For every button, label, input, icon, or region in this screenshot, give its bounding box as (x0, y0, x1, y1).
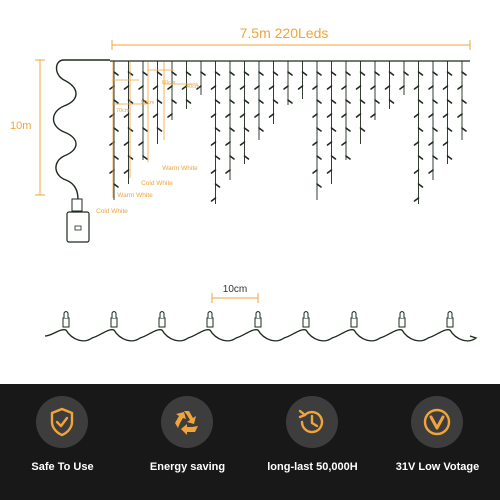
led-bulb (125, 86, 129, 89)
led-bulb (158, 72, 162, 75)
spacing-label: 10cm (222, 284, 248, 295)
led-bulb (448, 72, 452, 75)
led-bulb (390, 100, 394, 103)
drop-dimension (35, 60, 45, 195)
led-bulb (313, 142, 317, 145)
led-bulb (433, 72, 437, 75)
led-bulb (259, 128, 263, 131)
led-bulb (328, 170, 332, 173)
led-bulb (462, 100, 466, 103)
led-bulb (415, 86, 419, 89)
led-bulb (245, 72, 249, 75)
led-bulb (429, 170, 433, 173)
clock-refresh-icon (286, 396, 338, 448)
led-bulb (375, 100, 379, 103)
led-bulb (216, 156, 220, 159)
length-label: 7.5m 220Leds (239, 25, 329, 41)
led-bulb (284, 86, 288, 89)
led-bulb (313, 86, 317, 89)
led-bulb (458, 114, 462, 117)
led-bulb (415, 142, 419, 145)
led-bulb (404, 72, 408, 75)
led-bulb (448, 128, 452, 131)
led-bulb (255, 312, 261, 328)
led-bulb (342, 86, 346, 89)
strand-guides (112, 62, 198, 198)
led-bulb (168, 114, 172, 117)
icicle-strand (386, 61, 394, 109)
led-bulb (111, 312, 117, 328)
icicle-strand (400, 61, 408, 95)
feature-safe (0, 384, 125, 500)
led-bulb (462, 128, 466, 131)
length-dimension (112, 40, 470, 50)
feature-label: long-last 50,000H (267, 461, 358, 473)
icicle-strand (444, 61, 452, 164)
led-bulb (317, 72, 321, 75)
feature-voltage (375, 384, 500, 500)
led-bulb (371, 86, 375, 89)
led-bulb (159, 312, 165, 328)
icicle-strand (313, 61, 321, 200)
led-bulb (342, 114, 346, 117)
icicle-strand (429, 61, 437, 180)
led-bulb (313, 170, 317, 173)
led-bulb (371, 114, 375, 117)
feature-label: 31V Low Votage (395, 461, 480, 473)
feature-label: Safe To Use (31, 461, 94, 473)
led-bulb (444, 114, 448, 117)
led-bulb (390, 72, 394, 75)
led-bulb (172, 100, 176, 103)
led-bulb (375, 72, 379, 75)
icicle-strand (226, 61, 234, 180)
led-bulb (212, 114, 216, 117)
color-label: Cold White (96, 208, 128, 215)
led-bulb (143, 156, 147, 159)
feature-bar (0, 384, 500, 500)
controller-box (67, 199, 89, 242)
led-bulb (125, 142, 129, 145)
led-bulb (317, 128, 321, 131)
led-bulb (139, 86, 143, 89)
led-bulb (158, 100, 162, 103)
led-bulb (216, 72, 220, 75)
led-bulb (444, 86, 448, 89)
led-bulb (288, 100, 292, 103)
led-bulb (129, 156, 133, 159)
led-bulb (255, 86, 259, 89)
led-bulb (230, 72, 234, 75)
led-bulb (361, 72, 365, 75)
led-bulb (259, 100, 263, 103)
led-bulb (462, 72, 466, 75)
led-bulb (129, 72, 133, 75)
led-bulb (429, 142, 433, 145)
led-bulb (419, 100, 423, 103)
led-bulb (241, 114, 245, 117)
color-label: Warm White (117, 192, 153, 199)
strand-length-label: 70cm (116, 108, 130, 114)
led-bulb (143, 72, 147, 75)
led-bulb (129, 100, 133, 103)
led-bulb (448, 156, 452, 159)
led-bulb (230, 156, 234, 159)
icicle-strand (212, 61, 220, 204)
icicle-strand (299, 61, 307, 99)
led-bulb (207, 312, 213, 328)
led-bulb (255, 114, 259, 117)
led-bulb (357, 86, 361, 89)
led-bulb (212, 198, 216, 201)
led-bulb (216, 128, 220, 131)
led-bulb (458, 86, 462, 89)
volt-v-icon (411, 396, 463, 448)
led-bulb (400, 86, 404, 89)
led-bulb (114, 128, 118, 131)
led-bulb (230, 100, 234, 103)
icicle-strand (125, 61, 133, 184)
icicle-strand (458, 61, 466, 140)
icicle-strand (270, 61, 278, 124)
led-bulb (63, 312, 69, 328)
led-bulb (114, 100, 118, 103)
led-bulb (328, 114, 332, 117)
led-bulb (447, 312, 453, 328)
led-bulb (332, 72, 336, 75)
led-bulb (332, 156, 336, 159)
drop-label: 10m (10, 120, 32, 132)
led-bulb (168, 86, 172, 89)
color-label: Cold White (141, 180, 173, 187)
led-bulb (114, 72, 118, 75)
led-bulb (226, 86, 230, 89)
led-bulb (444, 142, 448, 145)
icicle-strand (241, 61, 249, 164)
led-bulb (288, 72, 292, 75)
led-bulb (299, 86, 303, 89)
led-bulb (419, 156, 423, 159)
feature-energy (125, 384, 250, 500)
feature-label: Energy saving (149, 461, 226, 473)
led-bulb (259, 72, 263, 75)
led-bulb (317, 156, 321, 159)
strand-length-label: 50cm (141, 100, 155, 106)
icicle-strand (342, 61, 350, 160)
led-bulb (274, 72, 278, 75)
led-bulb (139, 114, 143, 117)
led-bulb (143, 128, 147, 131)
led-bulb (415, 170, 419, 173)
icicle-strand (284, 61, 292, 105)
led-bulb (241, 142, 245, 145)
led-bulb (270, 114, 274, 117)
feature-lifespan (250, 384, 375, 500)
led-bulb (415, 114, 419, 117)
icicle-strand (357, 61, 365, 144)
led-bulb (154, 86, 158, 89)
led-bulb (328, 142, 332, 145)
icicle-strand (415, 61, 423, 204)
led-bulb (357, 114, 361, 117)
led-bulb (212, 86, 216, 89)
led-bulb (346, 72, 350, 75)
icicle-strand (371, 61, 379, 120)
led-bulb (187, 72, 191, 75)
recycle-icon (161, 396, 213, 448)
led-bulb (241, 86, 245, 89)
led-bulb (226, 142, 230, 145)
led-bulb (125, 114, 129, 117)
led-bulb (154, 114, 158, 117)
led-bulb (187, 100, 191, 103)
led-bulb (201, 72, 205, 75)
led-bulb (419, 128, 423, 131)
led-bulb (433, 100, 437, 103)
led-bulb (399, 312, 405, 328)
led-bulb (216, 184, 220, 187)
led-bulb (245, 100, 249, 103)
led-bulb (303, 72, 307, 75)
power-cable (54, 60, 111, 200)
led-bulb (419, 72, 423, 75)
led-bulb (317, 100, 321, 103)
led-bulb (129, 128, 133, 131)
led-bulb (270, 86, 274, 89)
led-bulb (245, 128, 249, 131)
icicle-strand (328, 61, 336, 184)
led-bulb (448, 100, 452, 103)
led-bulb (429, 86, 433, 89)
led-bulb (328, 86, 332, 89)
led-bulb (351, 312, 357, 328)
led-bulb (245, 156, 249, 159)
led-bulb (212, 142, 216, 145)
led-bulb (386, 86, 390, 89)
led-bulb (415, 198, 419, 201)
led-bulb (346, 100, 350, 103)
led-bulb (332, 100, 336, 103)
chain-wire (45, 330, 476, 341)
icicle-strand (154, 61, 162, 144)
led-bulb (342, 142, 346, 145)
color-label: Warm White (162, 165, 198, 172)
led-bulb (429, 114, 433, 117)
led-bulb (433, 156, 437, 159)
led-bulb (226, 170, 230, 173)
bulb-chain (45, 312, 476, 341)
led-bulb (317, 184, 321, 187)
shield-check-icon (36, 396, 88, 448)
led-bulb (172, 72, 176, 75)
led-bulb (230, 128, 234, 131)
led-bulb (419, 184, 423, 187)
strand-length-label: 80cm (162, 80, 176, 86)
led-bulb (216, 100, 220, 103)
icicle-strand (110, 61, 118, 200)
led-bulb (361, 100, 365, 103)
led-bulb (158, 128, 162, 131)
led-bulb (125, 170, 129, 173)
led-bulb (114, 156, 118, 159)
led-bulb (139, 142, 143, 145)
led-bulb (274, 100, 278, 103)
led-bulb (313, 114, 317, 117)
led-bulb (226, 114, 230, 117)
led-bulb (361, 128, 365, 131)
led-bulb (332, 128, 336, 131)
led-bulb (346, 128, 350, 131)
icicle-strand (139, 61, 147, 160)
led-bulb (346, 156, 350, 159)
led-bulb (303, 312, 309, 328)
led-bulb (433, 128, 437, 131)
led-bulb (212, 170, 216, 173)
icicle-strand (255, 61, 263, 140)
strand-length-label: 40cm (186, 84, 200, 90)
led-bulb (114, 184, 118, 187)
